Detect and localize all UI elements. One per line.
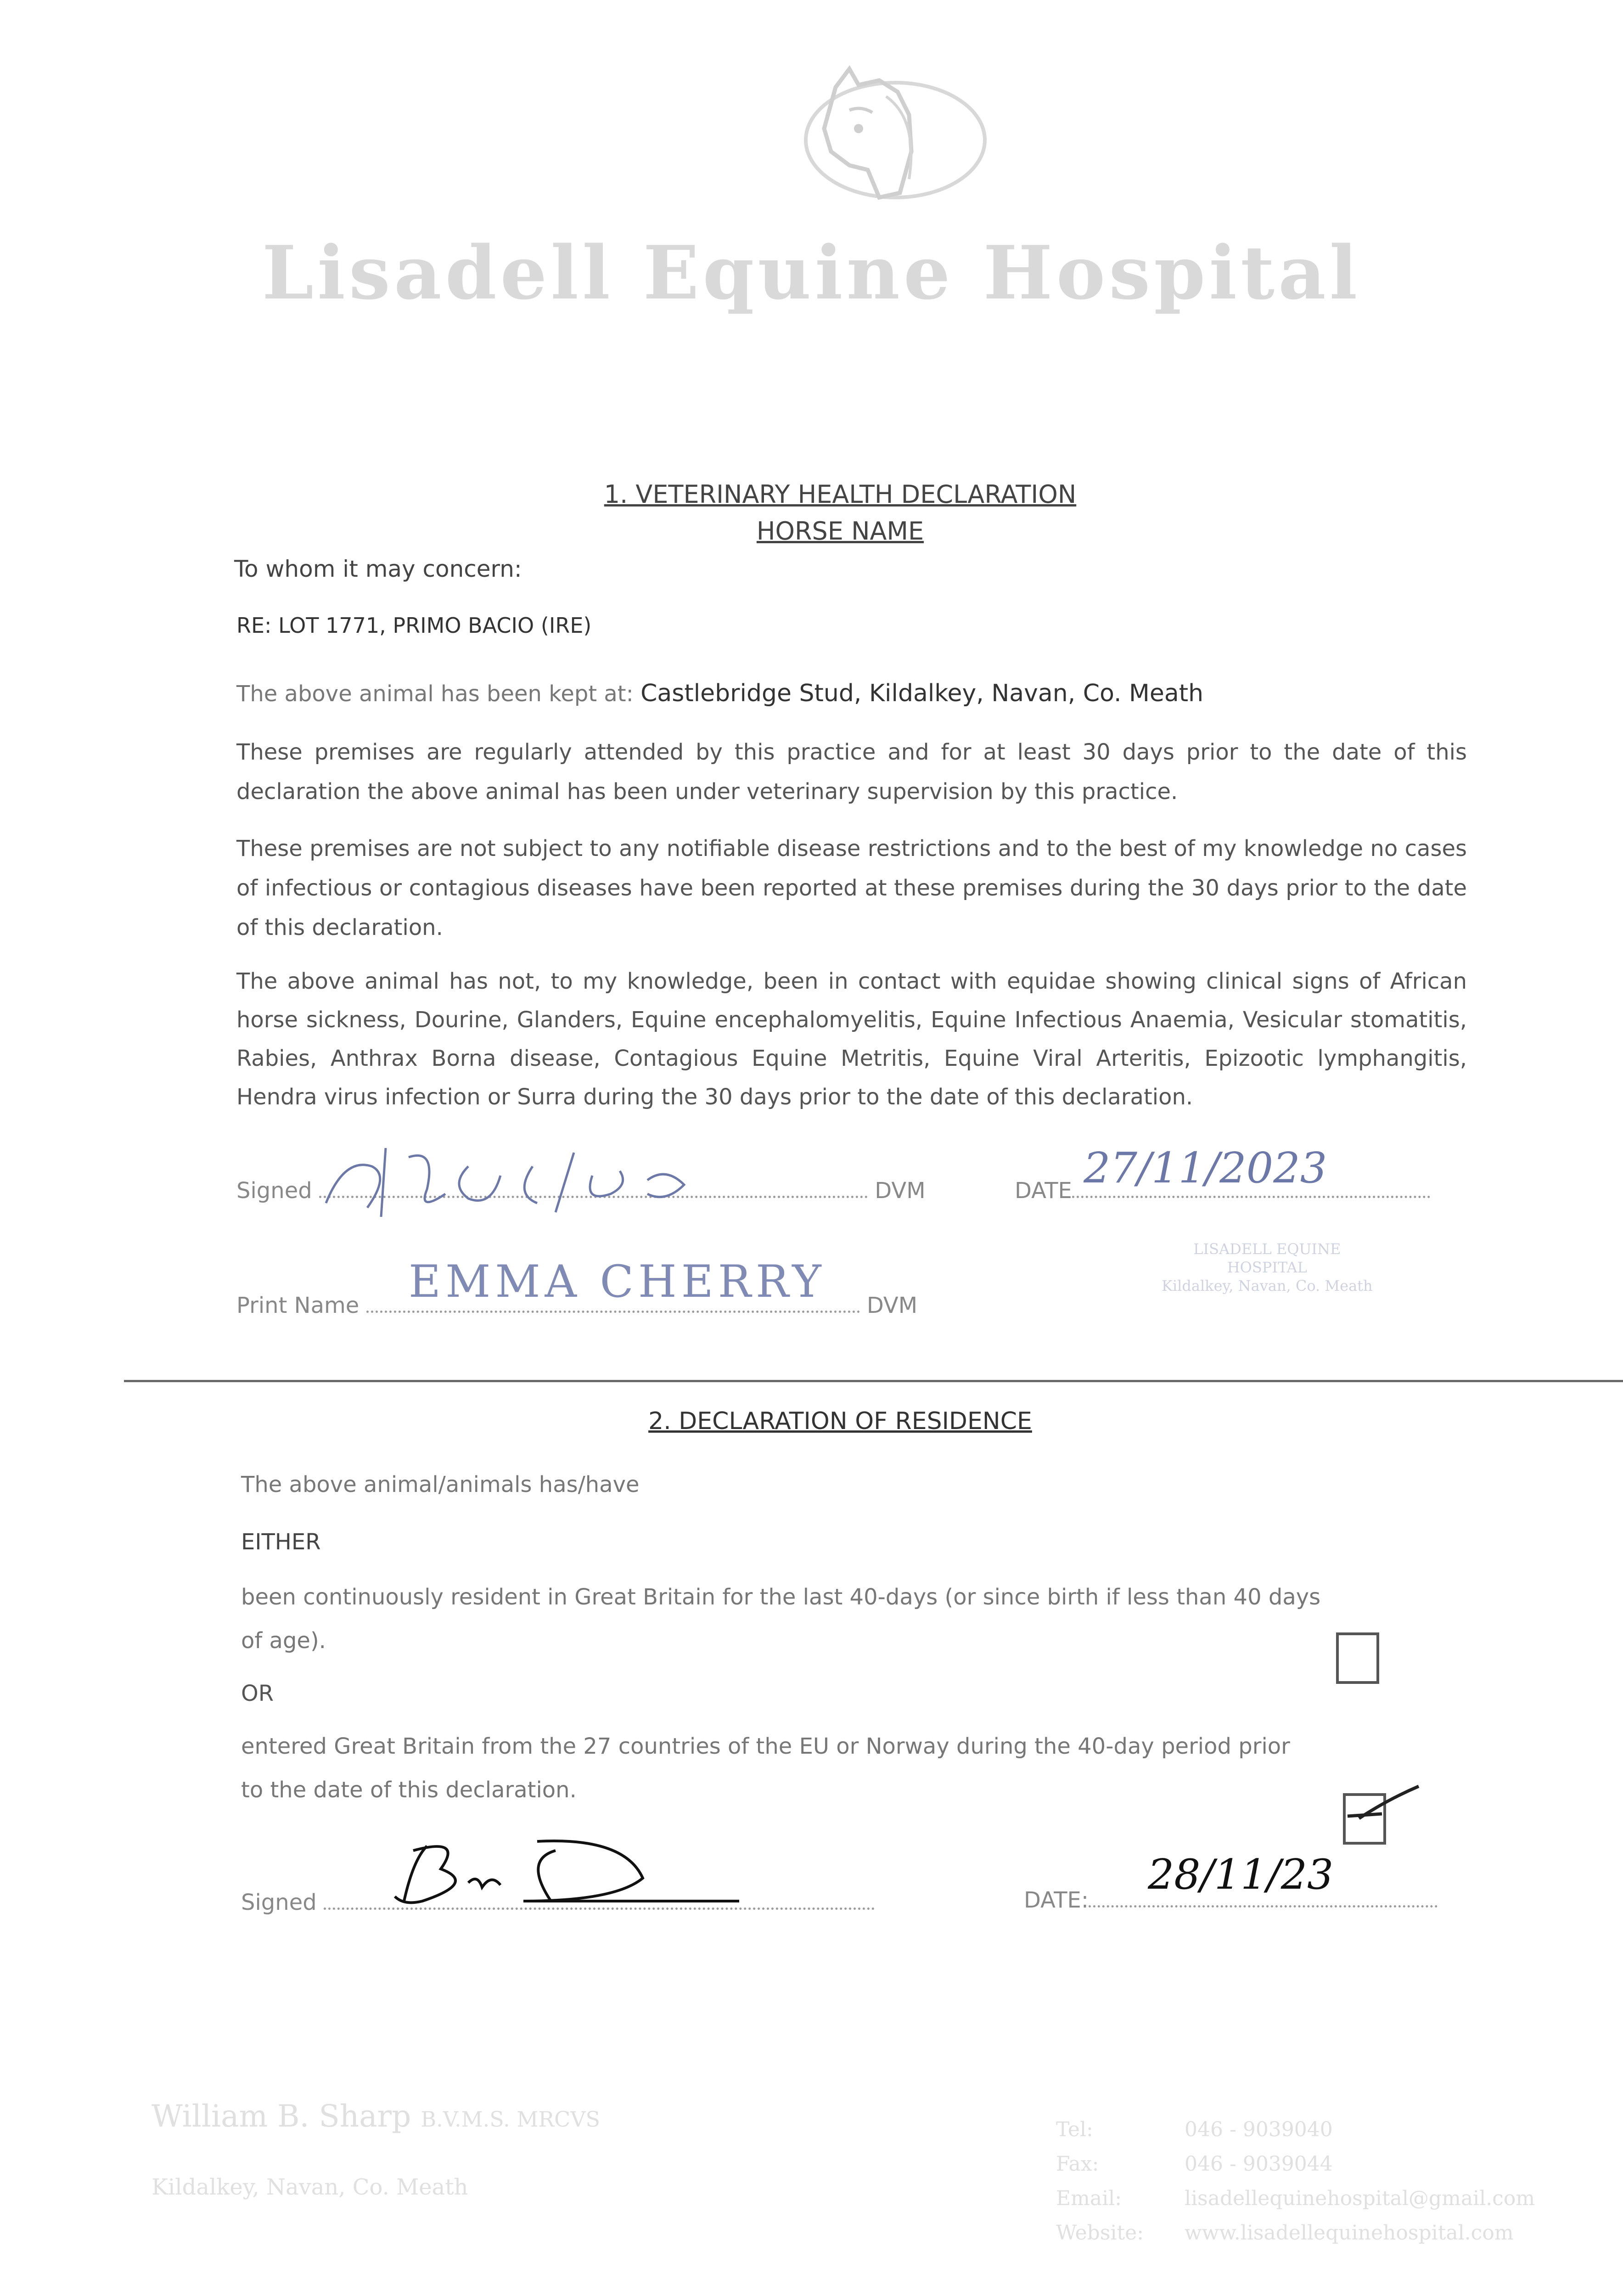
section1-title: 1. VETERINARY HEALTH DECLARATION (604, 480, 1077, 509)
section2-date-label: DATE: (1024, 1887, 1089, 1913)
owner-signature (386, 1832, 744, 1915)
salutation: To whom it may concern: (234, 556, 522, 582)
email-value: lisadellequinehospital@gmail.com (1185, 2187, 1535, 2210)
vet-signature (317, 1139, 744, 1221)
footer-vet-quals: B.V.M.S. MRCVS (421, 2107, 601, 2132)
dvm-label-2: DVM (866, 1293, 918, 1318)
option1-line2: of age). (241, 1628, 326, 1654)
print-name-value: EMMA CHERRY (409, 1256, 826, 1307)
para-contact: The above animal has not, to my knowledge, been in contact with equidae showing clinical signs of African horse sickness, Dourine, Glanders, Equine encephalomyelitis, Equine Infectious Anaemia, Vesicular stomatitis, Rabies, Anthrax Borna disease, Contagious Equine Metritis, Equine Viral Arteritis, Epizootic lymphangitis, Hendra virus infection or Surra during the 30 days prior to the date of this declaration. (236, 968, 1467, 1110)
section1-date-value: 27/11/2023 (1084, 1143, 1327, 1193)
or-label: OR (241, 1681, 274, 1706)
para-supervision: These premises are regularly attended by this practice and for at least 30 days prior to the date of this declaration the above animal has been under veterinary supervision by this practice. (236, 739, 1467, 805)
web-label: Website: (1056, 2221, 1144, 2245)
fax-value: 046 - 9039044 (1185, 2152, 1333, 2176)
checkmark-icon (1345, 1782, 1423, 1837)
web-value: www.lisadellequinehospital.com (1185, 2221, 1514, 2245)
para-restrictions: These premises are not subject to any notifiable disease restrictions and to the best of my knowledge no cases of infectious or contagious diseases have been reported at these premises during the 30 days prior to the date of this declaration. (236, 836, 1467, 940)
option2-line2: to the date of this declaration. (241, 1777, 577, 1803)
section2-intro: The above animal/animals has/have (241, 1472, 640, 1497)
footer-contact-values (1185, 2112, 1535, 2250)
re-line: RE: LOT 1771, PRIMO BACIO (IRE) (236, 613, 592, 638)
stamp-line-1: LISADELL EQUINE (1193, 1240, 1341, 1258)
print-name-label: Print Name (236, 1293, 359, 1318)
footer-vet-name-row (152, 2099, 600, 2134)
section-divider (124, 1380, 1623, 1382)
section2-date-line (1089, 1901, 1438, 1908)
email-label: Email: (1056, 2187, 1122, 2210)
footer-address: Kildalkey, Navan, Co. Meath (152, 2174, 468, 2200)
option1-checkbox[interactable] (1336, 1632, 1379, 1684)
section2-date-value: 28/11/23 (1148, 1851, 1334, 1899)
option1-line1: been continuously resident in Great Britain for the last 40-days (or since birth if less than 40 days (241, 1584, 1321, 1610)
fax-label: Fax: (1056, 2152, 1099, 2176)
either-label: EITHER (241, 1529, 321, 1555)
footer-contact-labels (1056, 2112, 1144, 2250)
footer-vet-name: William B. Sharp (152, 2099, 411, 2134)
kept-at-place: Castlebridge Stud, Kildalkey, Navan, Co. Meath (640, 680, 1204, 707)
horse-head-icon (781, 60, 992, 216)
date-label: DATE (1015, 1178, 1072, 1204)
tel-label: Tel: (1056, 2118, 1093, 2141)
signed-label: Signed (236, 1178, 312, 1204)
hospital-name: Lisadell Equine Hospital (262, 230, 1361, 316)
stamp-line-2: HOSPITAL (1227, 1259, 1307, 1276)
section1-subtitle: HORSE NAME (756, 517, 924, 546)
option2-line1: entered Great Britain from the 27 countries of the EU or Norway during the 40-day period prior (241, 1733, 1290, 1759)
kept-at-line (236, 680, 1203, 707)
tel-value: 046 - 9039040 (1185, 2118, 1333, 2141)
section2-title: 2. DECLARATION OF RESIDENCE (648, 1407, 1032, 1435)
kept-at-prefix: The above animal has been kept at: (236, 681, 634, 707)
stamp-line-3: Kildalkey, Navan, Co. Meath (1162, 1277, 1373, 1294)
practice-stamp (1162, 1240, 1373, 1295)
section2-signed-label: Signed (241, 1890, 317, 1915)
dvm-label: DVM (875, 1178, 926, 1204)
